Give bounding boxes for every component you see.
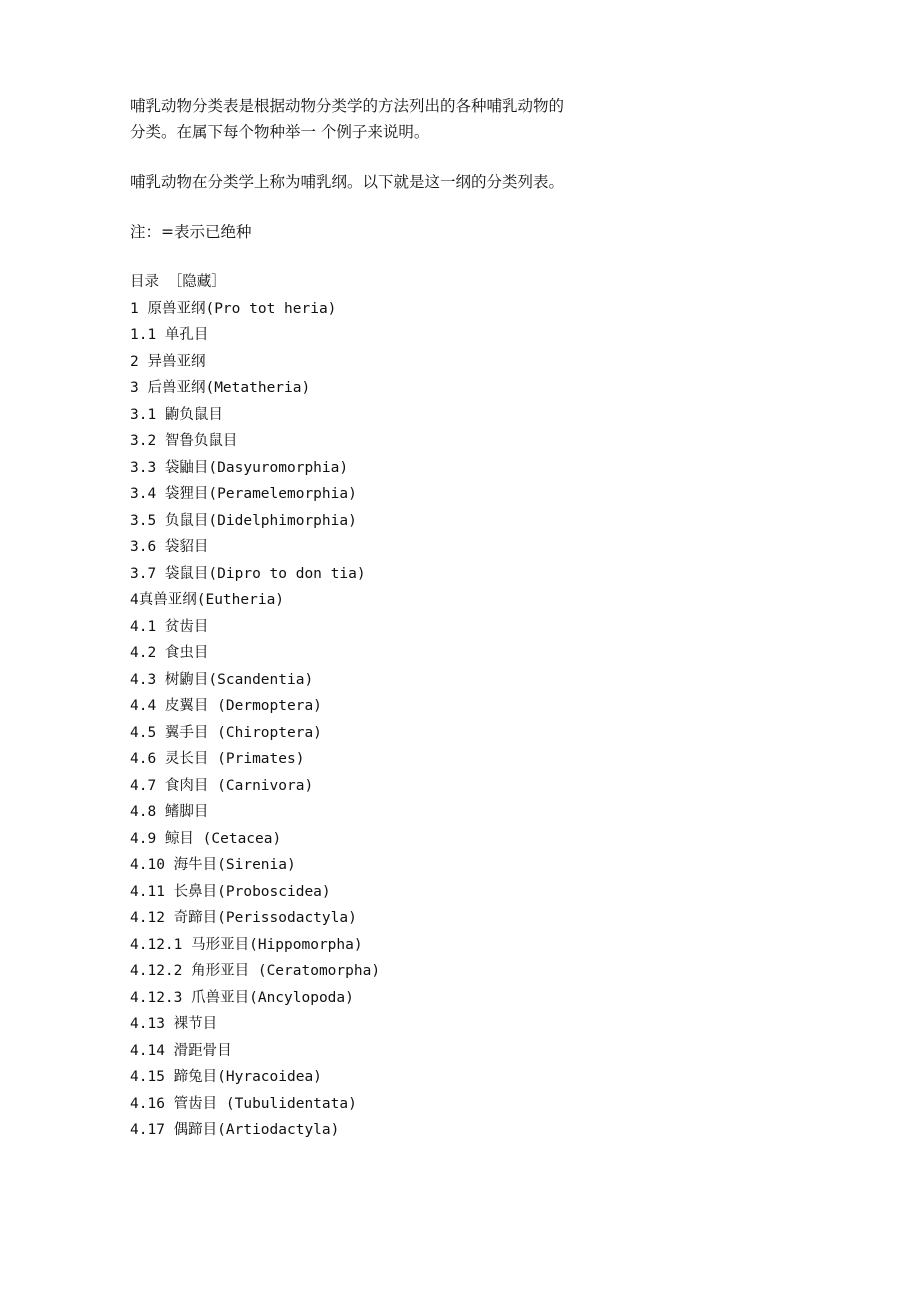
extinct-note: 注：=表示已绝种 [130,223,252,241]
toc-item[interactable]: 2 异兽亚纲 [130,353,206,370]
toc-title[interactable]: 目录 ［隐藏］ [130,274,226,290]
document-body [130,93,790,1144]
toc-item[interactable]: 4.13 裸节目 [130,1016,218,1032]
intro-paragraph: 哺乳动物分类表是根据动物分类学的方法列出的各种哺乳动物的 分类。在属下每个物种举一 个例子来说明。 [130,97,565,141]
toc-item[interactable]: 4.2 食虫目 [130,645,209,661]
toc-item[interactable]: 4.7 食肉目 (Carnivora) [130,777,314,794]
toc-item[interactable]: 3.6 袋貂目 [130,539,209,555]
toc-item[interactable]: 4.9 鲸目 (Cetacea) [130,830,282,847]
table-of-contents [130,269,790,1144]
toc-item[interactable]: 4.5 翼手目 (Chiroptera) [130,724,322,741]
toc-item[interactable]: 4.14 滑距骨目 [130,1042,232,1059]
toc-item[interactable]: 4.12.3 爪兽亚目(Ancylopoda) [130,989,354,1006]
toc-item[interactable]: 3.4 袋狸目(Peramelemorphia) [130,486,357,502]
toc-item[interactable]: 4.10 海牛目(Sirenia) [130,857,296,873]
toc-item[interactable]: 4.8 鳍脚目 [130,804,209,820]
toc-item[interactable]: 4.17 偶蹄目(Artiodactyla) [130,1122,340,1138]
toc-item[interactable]: 4.3 树鼩目(Scandentia) [130,671,314,688]
toc-item[interactable]: 4.12.2 角形亚目 (Ceratomorpha) [130,963,381,979]
toc-item[interactable]: 4.6 灵长目 (Primates) [130,751,305,767]
toc-item[interactable]: 1.1 单孔目 [130,327,209,343]
toc-item[interactable]: 4.11 长鼻目(Proboscidea) [130,883,331,900]
class-description-paragraph: 哺乳动物在分类学上称为哺乳纲。以下就是这一纲的分类列表。 [130,173,565,191]
toc-item[interactable]: 4.1 贫齿目 [130,618,209,635]
toc-item[interactable]: 4.16 管齿目 (Tubulidentata) [130,1095,357,1112]
toc-item[interactable]: 3.1 鼩负鼠目 [130,406,223,423]
toc-item[interactable]: 3.7 袋鼠目(Dipro to don tia) [130,565,366,582]
toc-item[interactable]: 4.15 蹄兔目(Hyracoidea) [130,1069,322,1085]
toc-item[interactable]: 4真兽亚纲(Eutheria) [130,592,285,608]
toc-item[interactable]: 3.5 负鼠目(Didelphimorphia) [130,512,357,529]
toc-item[interactable]: 4.4 皮翼目 (Dermoptera) [130,698,322,714]
toc-item[interactable]: 4.12.1 马形亚目(Hippomorpha) [130,936,363,953]
toc-item[interactable]: 4.12 奇蹄目(Perissodactyla) [130,910,357,926]
toc-item[interactable]: 3.2 智鲁负鼠目 [130,433,238,449]
toc-list [130,296,790,1144]
toc-item[interactable]: 3.3 袋鼬目(Dasyuromorphia) [130,459,349,476]
toc-item[interactable]: 3 后兽亚纲(Metatheria) [130,380,311,396]
toc-item[interactable]: 1 原兽亚纲(Pro tot heria) [130,300,337,317]
